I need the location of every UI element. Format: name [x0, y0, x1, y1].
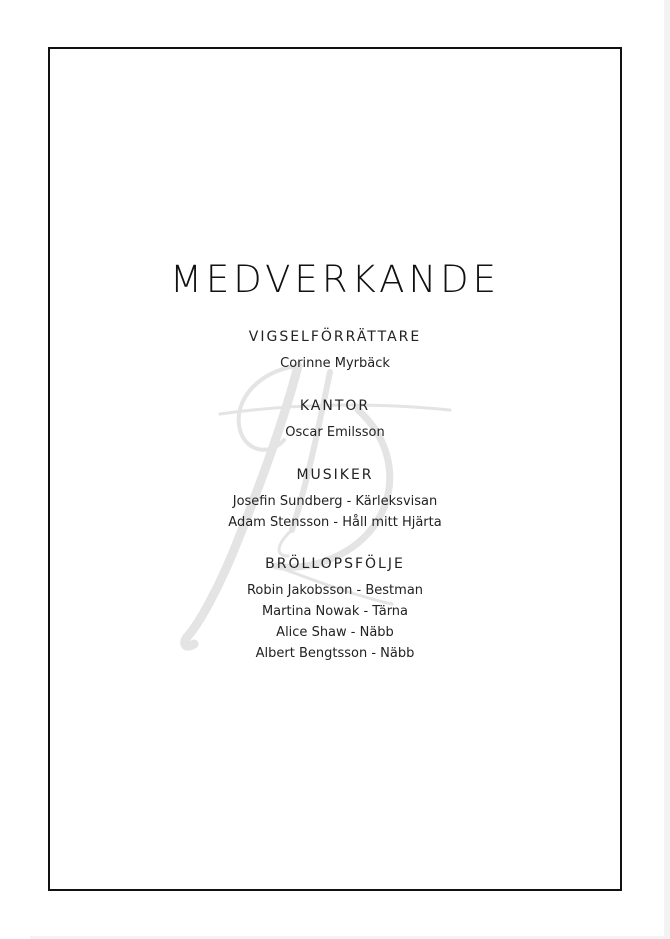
- person-line: Martina Nowak - Tärna: [261, 604, 409, 619]
- section-heading: KANTOR: [299, 398, 371, 414]
- page-title: MEDVERKANDE: [169, 258, 500, 301]
- person-line: Corinne Myrbäck: [280, 356, 390, 371]
- section-musicians: [50, 465, 620, 533]
- person-line: Oscar Emilsson: [285, 425, 385, 440]
- page-shadow-right: [664, 0, 670, 939]
- person-line: Alice Shaw - Näbb: [276, 625, 394, 640]
- person-line: Robin Jakobsson - Bestman: [246, 583, 424, 598]
- section-officiant: [50, 327, 620, 374]
- person-line: Josefin Sundberg - Kärleksvisan: [232, 494, 438, 509]
- section-heading: MUSIKER: [296, 467, 374, 483]
- person-line: Adam Stensson - Håll mitt Hjärta: [228, 515, 442, 530]
- section-wedding-party: [50, 554, 620, 664]
- section-heading: BRÖLLOPSFÖLJE: [265, 556, 405, 572]
- person-line: Albert Bengtsson - Näbb: [255, 646, 415, 661]
- section-cantor: [50, 396, 620, 443]
- section-heading: VIGSELFÖRRÄTTARE: [248, 329, 422, 345]
